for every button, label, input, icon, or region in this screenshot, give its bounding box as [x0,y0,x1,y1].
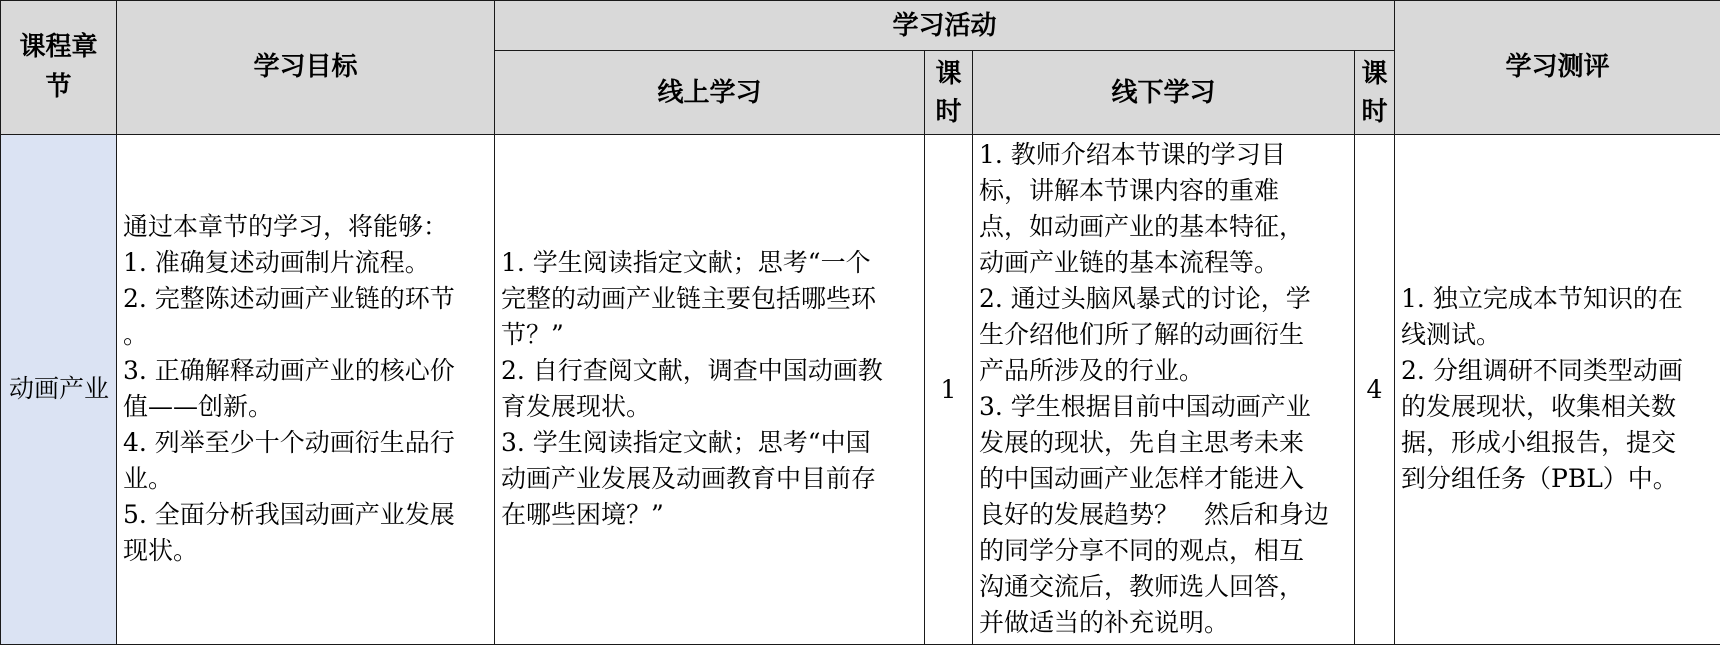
online-line: 育发展现状。 [501,392,652,422]
offline-line: 标，讲解本节课内容的重难 [979,176,1280,206]
objective-line: 5. 全面分析我国动画产业发展 [123,500,455,530]
offline-line: 良好的发展趋势？ 然后和身边 [979,500,1330,530]
objective-line: 1. 准确复述动画制片流程。 [123,248,430,278]
objective-line: 。 [123,320,149,350]
header-chapter: 课程章节 [1,1,117,135]
offline-line: 的同学分享不同的观点，相互 [979,536,1305,566]
assessment-line: 据，形成小组报告，提交 [1401,428,1677,458]
online-line: 1. 学生阅读指定文献；思考“一个 [501,248,871,278]
assessment-line: 1. 独立完成本节知识的在 [1401,284,1683,314]
offline-line: 1. 教师介绍本节课的学习目 [979,140,1286,170]
offline-line: 3. 学生根据目前中国动画产业 [979,392,1311,422]
header-online-hours: 课时 [925,51,973,135]
offline-line: 发展的现状，先自主思考未来 [979,428,1305,458]
online-line: 完整的动画产业链主要包括哪些环 [501,284,877,314]
assessment-cell [1395,134,1720,644]
objective-line: 业。 [123,464,174,494]
offline-line: 动画产业链的基本流程等。 [979,248,1280,278]
header-offline: 线下学习 [973,51,1355,135]
objective-line: 3. 正确解释动画产业的核心价 [123,356,455,386]
objectives-cell [117,134,495,644]
offline-cell [973,134,1355,644]
offline-line: 点，如动画产业的基本特征， [979,212,1305,242]
assessment-line: 的发展现状，收集相关数 [1401,392,1677,422]
header-objective: 学习目标 [117,1,495,135]
header-offline-hours: 课时 [1355,51,1395,135]
online-line: 动画产业发展及动画教育中目前存 [501,464,877,494]
objective-line: 2. 完整陈述动画产业链的环节 [123,284,455,314]
offline-line: 沟通交流后，教师选人回答， [979,572,1305,602]
online-line: 在哪些困境？” [501,500,664,530]
online-line: 2. 自行查阅文献，调查中国动画教 [501,356,883,386]
online-line: 3. 学生阅读指定文献；思考“中国 [501,428,871,458]
offline-hours-cell: 4 [1355,134,1395,644]
assessment-line: 线测试。 [1401,320,1502,350]
header-activity: 学习活动 [495,1,1395,51]
assessment-line: 2. 分组调研不同类型动画 [1401,356,1683,386]
offline-line: 产品所涉及的行业。 [979,356,1205,386]
offline-line: 的中国动画产业怎样才能进入 [979,464,1305,494]
objective-line: 4. 列举至少十个动画衍生品行 [123,428,455,458]
online-hours-cell: 1 [925,134,973,644]
online-cell [495,134,925,644]
chapter-cell: 动画产业 [1,134,117,644]
assessment-line: 到分组任务（PBL）中。 [1401,464,1678,494]
header-assessment: 学习测评 [1395,1,1720,135]
objective-line: 现状。 [123,536,199,566]
objective-line: 值——创新。 [123,392,274,422]
online-line: 节？” [501,320,564,350]
objective-line: 通过本章节的学习，将能够： [123,212,449,242]
header-online: 线上学习 [495,51,925,135]
offline-line: 生介绍他们所了解的动画衍生 [979,320,1305,350]
offline-line: 并做适当的补充说明。 [979,608,1230,638]
offline-line: 2. 通过头脑风暴式的讨论，学 [979,284,1311,314]
